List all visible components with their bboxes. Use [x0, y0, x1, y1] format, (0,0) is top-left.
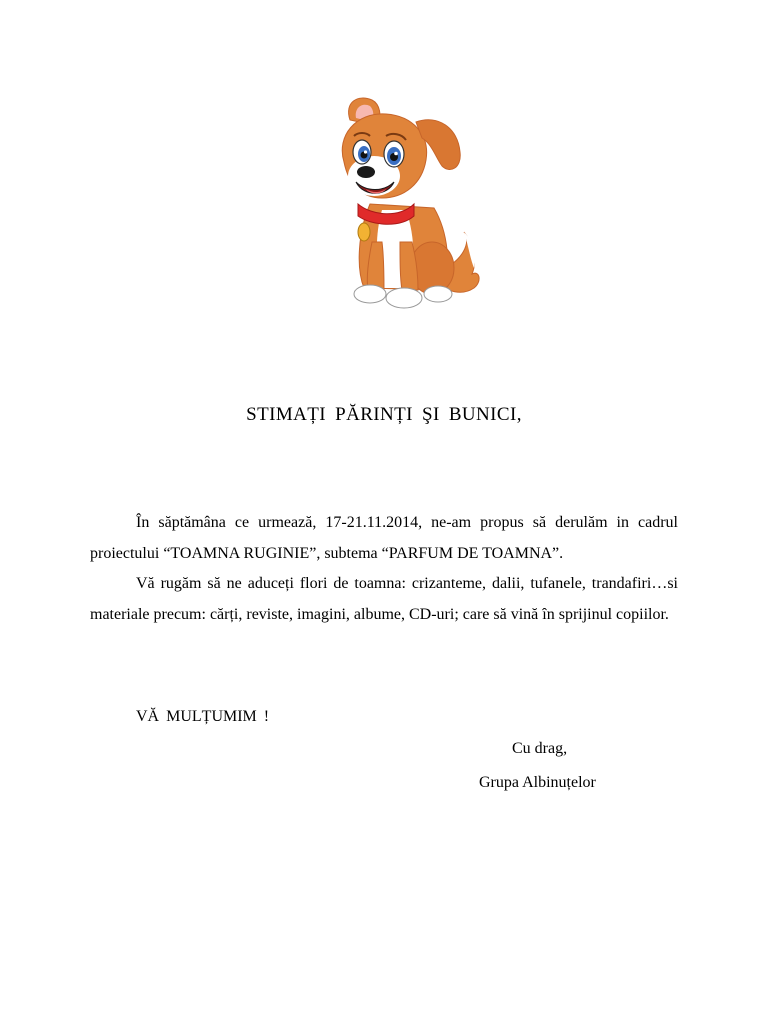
paragraph-2: Vă rugăm să ne aduceți flori de toamna: crizanteme, dalii, tufanele, trandafiri…si materiale precum: cărți, reviste, imagini, albume, CD-uri; care să vină în sprijinul copiilor.: [90, 575, 678, 623]
signature-line: Grupa Albinuțelor: [479, 774, 596, 791]
letter-heading: STIMAȚI PĂRINȚI ŞI BUNICI,: [246, 404, 522, 425]
puppy-icon: [322, 92, 492, 314]
paragraph-1: În săptămâna ce urmează, 17-21.11.2014, ne-am propus să derulăm in cadrul proiectului “TOAMNA RUGINIE”, subtema “PARFUM DE TOAMNA”.: [90, 514, 678, 562]
thanks-line: VĂ MULȚUMIM !: [136, 708, 270, 725]
letter-body: [90, 508, 678, 630]
closing-line: Cu drag,: [512, 740, 568, 757]
